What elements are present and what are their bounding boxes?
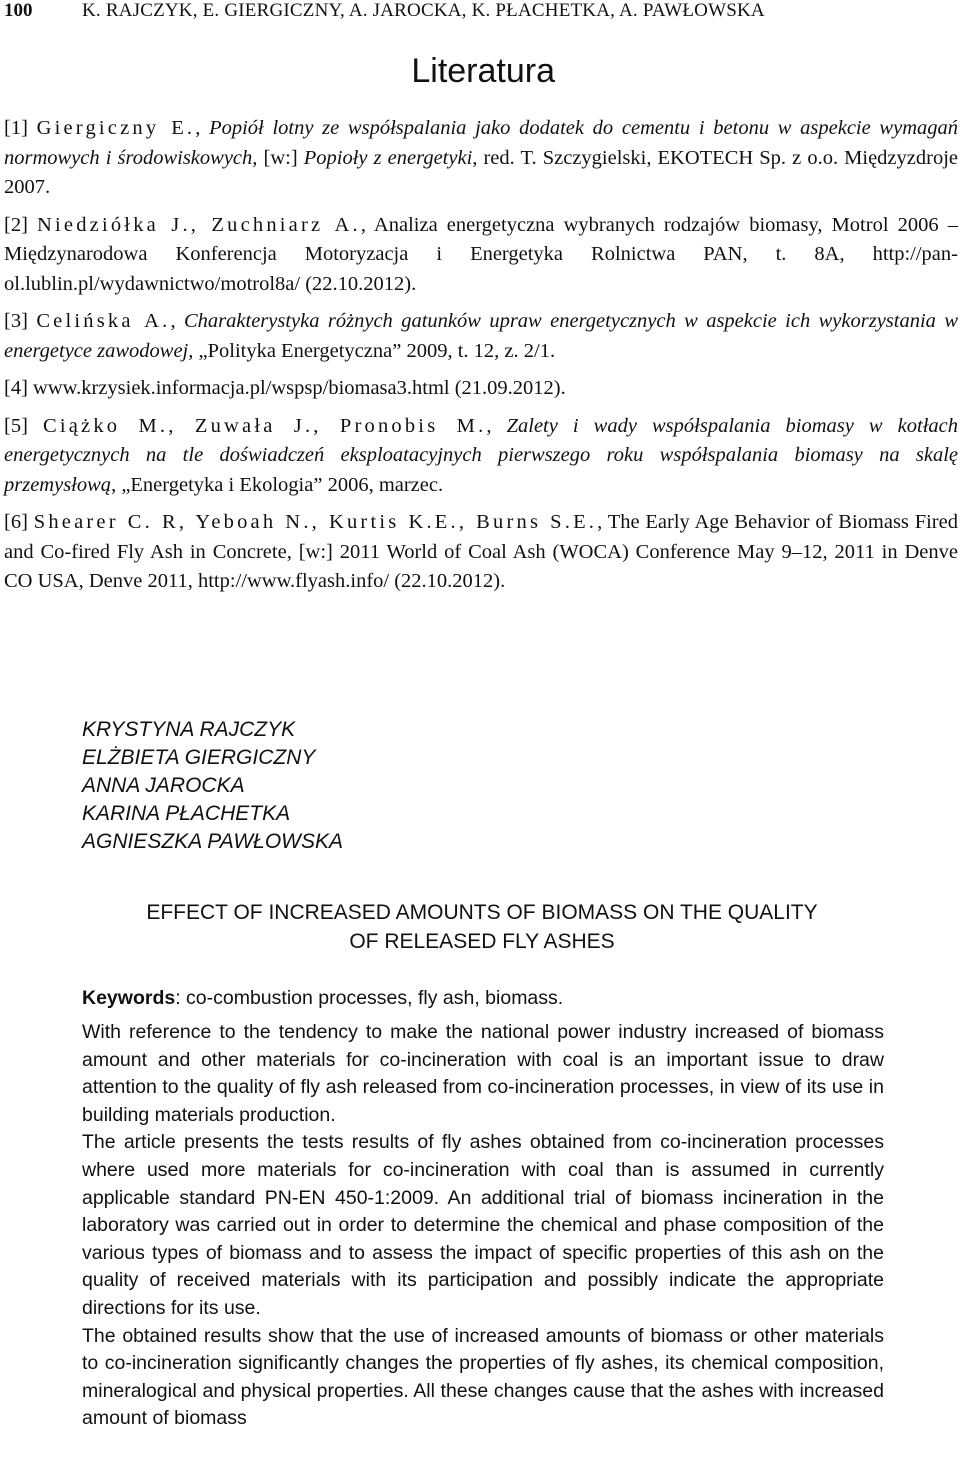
english-author-list xyxy=(82,716,343,856)
abstract-paragraph: The obtained results show that the use of increased amounts of biomass or other materials to co-incineration significantly changes the properties of fly ashes, its chemical composition, mineralogical and physical properties. All these changes cause that the ashes with increased amount of biomass xyxy=(82,1324,884,1430)
reference-item xyxy=(4,307,958,366)
reference-rest: , red. T. Szczygielski, EKOTECH Sp. z o.o. Międzyzdroje 2007. xyxy=(4,146,958,198)
reference-rest: , „Energetyka i Ekologia” 2006, marzec. xyxy=(111,473,444,496)
author-name: ANNA JAROCKA xyxy=(82,774,245,797)
literature-title: Literatura xyxy=(411,52,555,90)
reference-number: [5] xyxy=(4,414,43,437)
reference-author: Niedziółka J., Zuchniarz A. xyxy=(37,213,361,236)
reference-separator: , xyxy=(195,117,210,139)
keywords xyxy=(82,984,884,1012)
reference-author: Ciążko M., Zuwała J., Pronobis M. xyxy=(42,414,487,437)
reference-rest: Analiza energetyczna wybranych rodzajów biomasy, Motrol 2006 – Międzynarodowa Konferencja Motoryzacja i Energetyka Rolnictwa PAN, t. 8A, http://pan-ol.lublin.pl/wydawnictwo/motrol8a/ (22.10.2012). xyxy=(4,213,958,295)
abstract-paragraph: The article presents the tests results of fly ashes obtained from co-incineration processes where used more materials for co-incineration with coal than is assumed in currently applicable standard PN-EN 450-1:2009. An additional trial of biomass incineration in the laboratory was carried out in order to determine the chemical and phase composition of the various types of biomass and to assess the impact of specific properties of this ash on the quality of received materials with its participation and possibly indicate the appropriate directions for its use. xyxy=(82,1131,884,1319)
reference-source: Popioły z energetyki xyxy=(303,146,473,169)
reference-item xyxy=(4,374,958,404)
reference-number: [4] xyxy=(4,377,34,399)
abstract xyxy=(82,1019,884,1433)
reference-separator: , xyxy=(486,414,507,437)
author-name: KRYSTYNA RAJCZYK xyxy=(82,718,296,741)
reference-separator: , xyxy=(170,310,184,332)
english-title-line: EFFECT OF INCREASED AMOUNTS OF BIOMASS ON THE QUALITY xyxy=(146,901,818,924)
reference-list xyxy=(4,114,958,605)
reference-item xyxy=(4,114,958,203)
reference-title: Charakterystyka różnych gatunków upraw energetycznych w aspekcie ich wykorzystania w energetyce zawodowej xyxy=(4,310,958,362)
abstract-paragraph: With reference to the tendency to make the national power industry increased of biomass amount and other materials for co-incineration with coal is an important issue to draw attention to the quality of fly ash released from co-incineration processes, in view of its use in building materials production. xyxy=(82,1021,884,1126)
reference-separator: , xyxy=(360,213,374,236)
author-name: AGNIESZKA PAWŁOWSKA xyxy=(82,830,344,853)
reference-item xyxy=(4,211,958,300)
reference-rest: , „Polityka Energetyczna” 2009, t. 12, z. 2/1. xyxy=(188,339,556,362)
reference-number: [1] xyxy=(4,117,37,139)
keywords-text: : co-combustion processes, fly ash, biomass. xyxy=(175,987,564,1009)
page-number: 100 xyxy=(4,0,33,21)
reference-number: [6] xyxy=(4,511,34,533)
author-name: ELŻBIETA GIERGICZNY xyxy=(82,746,316,769)
english-title xyxy=(82,898,882,956)
reference-rest: www.krzysiek.informacja.pl/wspsp/biomasa3.html (21.09.2012). xyxy=(33,377,566,399)
keywords-label: Keywords xyxy=(82,987,176,1009)
reference-rest: The Early Age Behavior of Biomass Fired and Co-fired Fly Ash in Concrete, [w:] 2011 World of Coal Ash (WOCA) Conference May 9–12, 2011 in Denve CO USA, Denve 2011, http://www.flyash.info/ (22.10.2012). xyxy=(4,511,958,592)
reference-title: Popiół lotny ze współspalania jako dodatek do cementu i betonu w aspekcie wymagań normowych i środowiskowych, xyxy=(4,117,958,169)
running-head-authors: K. RAJCZYK, E. GIERGICZNY, A. JAROCKA, K. PŁACHETKA, A. PAWŁOWSKA xyxy=(82,0,765,21)
reference-mid: [w:] xyxy=(257,146,304,169)
running-head xyxy=(0,0,960,22)
reference-item xyxy=(4,508,958,597)
literature-heading xyxy=(0,52,960,91)
reference-number: [3] xyxy=(4,310,37,332)
reference-title: Zalety i wady współspalania biomasy w kotłach energetycznych na tle doświadczeń eksploatacyjnych pierwszego roku współspalania biomasy na skalę przemysłową xyxy=(4,414,958,496)
english-title-line: OF RELEASED FLY ASHES xyxy=(349,930,615,953)
reference-author: Shearer C. R, Yeboah N., Kurtis K.E., Burns S.E. xyxy=(33,511,598,533)
reference-item xyxy=(4,412,958,501)
reference-separator: , xyxy=(597,511,608,533)
reference-author: Celińska A. xyxy=(36,310,171,332)
author-name: KARINA PŁACHETKA xyxy=(82,802,291,825)
reference-number: [2] xyxy=(4,213,38,236)
reference-author: Giergiczny E. xyxy=(36,117,196,139)
